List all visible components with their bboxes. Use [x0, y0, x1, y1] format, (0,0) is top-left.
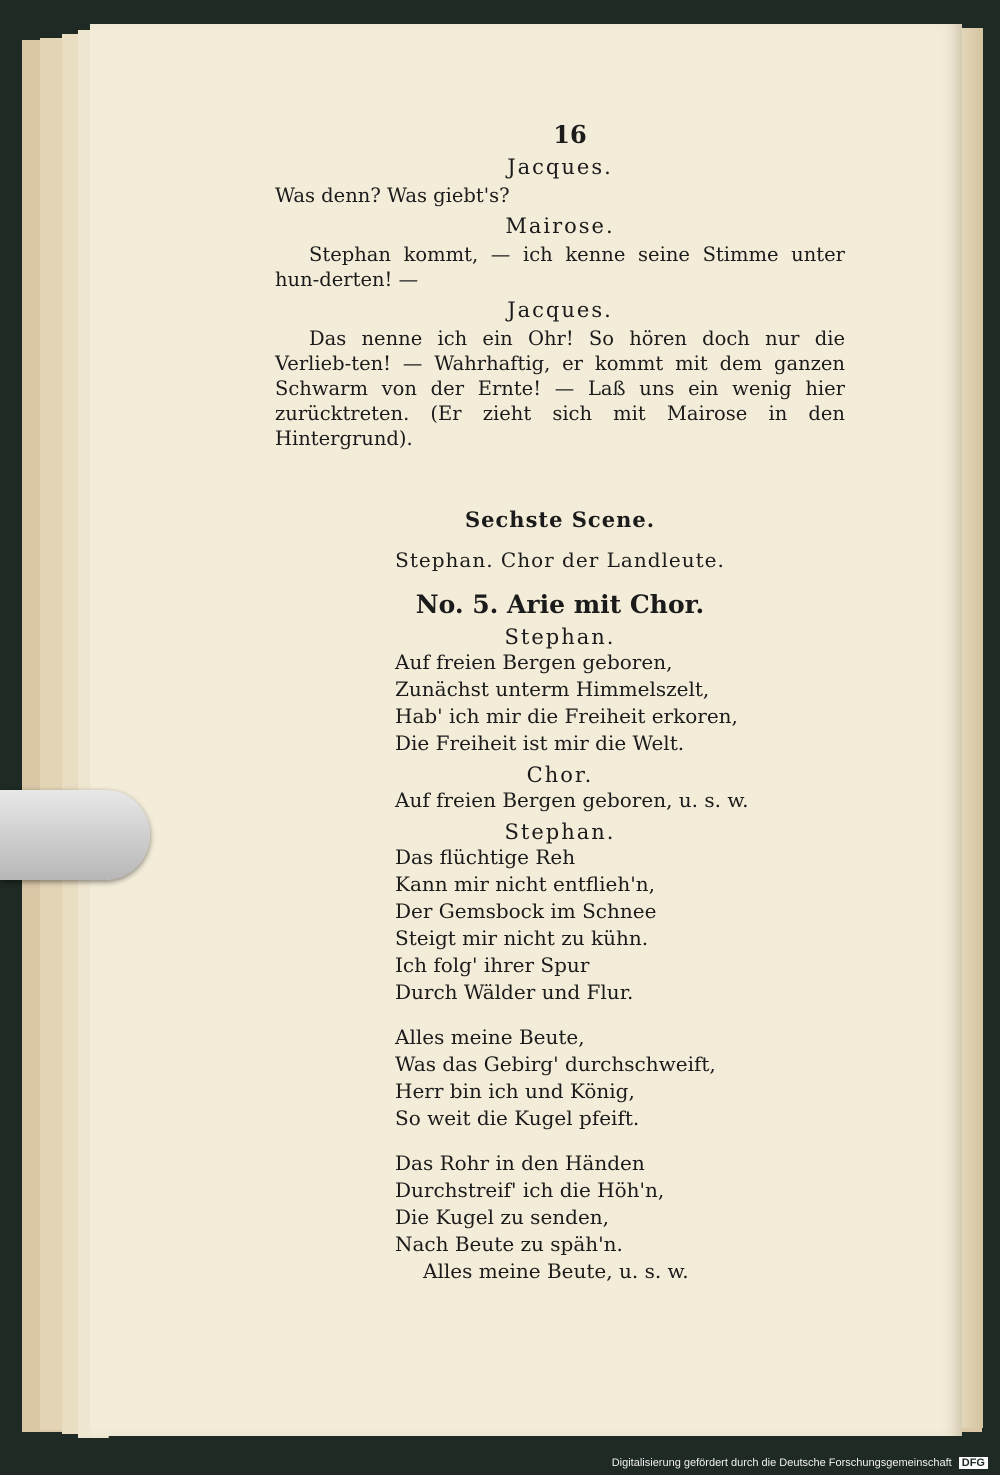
verse-line: Durchstreif' ich die Höh'n,	[395, 1178, 665, 1202]
verse-line: Der Gemsbock im Schnee	[395, 899, 657, 923]
verse-line: Die Freiheit ist mir die Welt.	[395, 731, 685, 755]
verse-line: Nach Beute zu späh'n.	[395, 1232, 623, 1256]
stanza-gap	[275, 1006, 845, 1024]
verse-stanza	[395, 844, 845, 1006]
musical-number-heading: No. 5. Arie mit Chor.	[415, 590, 705, 619]
verse-stanza	[395, 1024, 845, 1132]
speaker-name: Jacques.	[507, 155, 613, 179]
verse-line: Kann mir nicht entflieh'n,	[395, 872, 655, 896]
dialogue-section	[275, 155, 845, 451]
page-content	[275, 120, 845, 1285]
verse-line: Zunächst unterm Himmelszelt,	[395, 677, 710, 701]
speaker-name: Stephan.	[504, 820, 616, 844]
dialogue-paragraph: Stephan kommt, — ich kenne seine Stimme unter hun-derten! —	[275, 243, 845, 291]
digitization-footer	[612, 1457, 988, 1469]
verse-stanza	[395, 787, 845, 814]
stanza-gap	[275, 1132, 845, 1150]
dialogue-paragraph: Das nenne ich ein Ohr! So hören doch nur die Verlieb-ten! — Wahrhaftig, er kommt mit dem ganzen Schwarm von der Ernte! — Laß uns ein wenig hier zurücktreten. (Er zieht sich mit Mairose in den Hintergrund).	[275, 327, 845, 450]
dialogue-paragraph: Was denn? Was giebt's?	[275, 184, 510, 207]
verse-line: Ich folg' ihrer Spur	[395, 953, 590, 977]
scene-cast: Stephan. Chor der Landleute.	[395, 548, 725, 572]
page-number: 16	[553, 120, 587, 149]
verse-stanza	[423, 1258, 845, 1285]
verse-line: Durch Wälder und Flur.	[395, 980, 634, 1004]
page-clip-tab	[0, 790, 150, 880]
scene-title: Sechste Scene.	[464, 507, 656, 532]
speaker-name: Mairose.	[505, 214, 615, 238]
verse-line: Auf freien Bergen geboren, u. s. w.	[395, 788, 749, 812]
speaker-name: Chor.	[526, 763, 594, 787]
aria-section	[275, 625, 845, 1285]
verse-line: Steigt mir nicht zu kühn.	[395, 926, 649, 950]
speaker-name: Stephan.	[504, 625, 616, 649]
verse-stanza	[395, 649, 845, 757]
verse-line: Die Kugel zu senden,	[395, 1205, 610, 1229]
verse-line: Alles meine Beute,	[395, 1025, 585, 1049]
verse-line: Hab' ich mir die Freiheit erkoren,	[395, 704, 738, 728]
dfg-logo: DFG	[959, 1457, 988, 1469]
speaker-name: Jacques.	[507, 298, 613, 322]
verse-line: So weit die Kugel pfeift.	[395, 1106, 640, 1130]
verse-line: Was das Gebirg' durchschweift,	[395, 1052, 716, 1076]
verse-line: Auf freien Bergen geboren,	[395, 650, 673, 674]
footer-text: Digitalisierung gefördert durch die Deutsche Forschungsgemeinschaft	[611, 1457, 952, 1469]
verse-line: Alles meine Beute, u. s. w.	[423, 1259, 689, 1283]
verse-line: Das Rohr in den Händen	[395, 1151, 645, 1175]
verse-line: Herr bin ich und König,	[395, 1079, 635, 1103]
verse-line: Das flüchtige Reh	[395, 845, 576, 869]
verse-stanza	[395, 1150, 845, 1258]
